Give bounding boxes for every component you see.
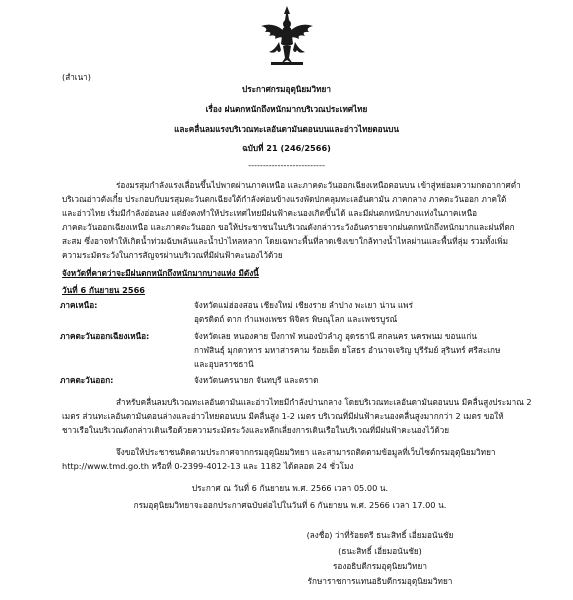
paragraph1-line: ภาคตะวันออกเฉียงเหนือ และภาคตะวันออก ขอให้ประชาชนในบริเวณดังกล่าวระวังอันตรายจากฝนตกหนักถึงหนักมากและฝนที่ตก <box>62 222 515 232</box>
signature-name: (ธนะสิทธิ์ เอี่ยมอนันชัย) <box>338 546 422 556</box>
region-label-east: ภาคตะวันออก: <box>60 375 114 385</box>
region-label-northeast: ภาคตะวันออกเฉียงเหนือ: <box>60 331 150 341</box>
region-north-line: จังหวัดแม่ฮ่องสอน เชียงใหม่ เชียงราย ลำปาง พะเยา น่าน แพร่ <box>194 300 413 310</box>
paragraph2-line: เมตร ส่วนทะเลอันดามันตอนล่างและอ่าวไทยตอนบน มีคลื่นสูง 1-2 เมตร บริเวณที่มีฝนฟ้าคะนองคลื่นสูงมากกว่า 2 เมตร ขอให้ <box>62 411 504 421</box>
paragraph1-line: บริเวณอ่าวตังเกี๋ย ประกอบกับมรสุมตะวันตกเฉียงใต้กำลังค่อนข้างแรงพัดปกคลุมทะเลอันดามัน ภาคกลาง ภาคตะวันออก ภาคใต้ <box>62 194 507 204</box>
garuda-emblem-icon <box>255 4 319 68</box>
region-northeast-line: กาฬสินธุ์ มุกดาหาร มหาสารคาม ร้อยเอ็ด ยโสธร อำนาจเจริญ บุรีรัมย์ สุรินทร์ ศรีสะเกษ <box>194 345 501 355</box>
watch-heading: จังหวัดที่คาดว่าจะมีฝนตกหนักถึงหนักมากบางแห่ง มีดังนี้ <box>62 268 259 278</box>
issued-line: ประกาศ ณ วันที่ 6 กันยายน พ.ศ. 2566 เวลา 05.00 น. <box>191 483 389 493</box>
paragraph2-line: สำหรับคลื่นลมบริเวณทะเลอันดามันและอ่าวไทยมีกำลังปานกลาง โดยบริเวณทะเลอันดามันตอนบน มีคลื่นสูงประมาณ 2 <box>116 397 532 407</box>
signature-title-1: รองอธิบดีกรมอุตุนิยมวิทยา <box>333 561 427 571</box>
header-divider: -------------------------- <box>248 160 325 170</box>
region-east-line: จังหวัดนครนายก จันทบุรี และตราด <box>194 375 319 385</box>
announcement-org: ประกาศกรมอุตุนิยมวิทยา <box>242 84 331 94</box>
paragraph1-line: ความระมัดระวังในการสัญจรผ่านบริเวณที่มีฝนฟ้าคะนองไว้ด้วย <box>62 250 283 260</box>
paragraph3-line: http://www.tmd.go.th หรือที่ 0-2399-4012-13 และ 1182 ได้ตลอด 24 ชั่วโมง <box>62 461 354 471</box>
region-northeast-line: และอุบลราชธานี <box>194 359 254 369</box>
announcement-subject-2: และคลื่นลมแรงบริเวณทะเลอันดามันตอนบนและอ่าวไทยตอนบน <box>174 124 399 134</box>
signature-signed: (ลงชื่อ) ว่าที่ร้อยตรี ธนะสิทธิ์ เอี่ยมอนันชัย <box>306 530 454 540</box>
region-northeast-line: จังหวัดเลย หนองคาย บึงกาฬ หนองบัวลำภู อุดรธานี สกลนคร นครพนม ขอนแก่น <box>194 331 477 341</box>
paragraph1-line: สะสม ซึ่งอาจทำให้เกิดน้ำท่วมฉับพลันและน้ำป่าไหลหลาก โดยเฉพาะพื้นที่ลาดเชิงเขาใกล้ทางน้ำไหลผ่านและพื้นที่ลุ่ม รวมทั้งเพิ่ม <box>62 236 508 246</box>
paragraph2-line: ชาวเรือในบริเวณดังกล่าวเดินเรือด้วยความระมัดระวังและหลีกเลี่ยงการเดินเรือในบริเวณที่มีฝนฟ้าคะนองไว้ด้วย <box>62 425 450 435</box>
paragraph1-line: และอ่าวไทย เริ่มมีกำลังอ่อนลง แต่ยังคงทำให้ประเทศไทยมีฝนฟ้าคะนองเกิดขึ้นได้ และมีฝนตกหนักบางแห่งในภาคเหนือ <box>62 208 478 218</box>
signature-title-2: รักษาราชการแทนอธิบดีกรมอุตุนิยมวิทยา <box>307 576 453 586</box>
next-issue-line: กรมอุตุนิยมวิทยาจะออกประกาศฉบับต่อไปในวันที่ 6 กันยายน พ.ศ. 2566 เวลา 17.00 น. <box>133 500 447 510</box>
copy-mark: (สำเนา) <box>62 72 91 82</box>
announcement-subject: เรื่อง ฝนตกหนักถึงหนักมากบริเวณประเทศไทย <box>205 104 368 114</box>
announcement-issue: ฉบับที่ 21 (246/2566) <box>242 143 331 153</box>
region-north-line: อุตรดิตถ์ ตาก กำแพงเพชร พิจิตร พิษณุโลก และเพชรบูรณ์ <box>194 314 398 324</box>
region-label-north: ภาคเหนือ: <box>60 300 98 310</box>
paragraph3-line: จึงขอให้ประชาชนติดตามประกาศจากกรมอุตุนิยมวิทยา และสามารถติดตามข้อมูลที่เว็บไซต์กรมอุตุนิยมวิทยา <box>116 447 496 457</box>
paragraph1-line: ร่องมรสุมกำลังแรงเลื่อนขึ้นไปพาดผ่านภาคเหนือ และภาคตะวันออกเฉียงเหนือตอนบน เข้าสู่หย่อมความกดอากาศต่ำ <box>116 180 521 190</box>
date-heading: วันที่ 6 กันยายน 2566 <box>62 285 145 295</box>
